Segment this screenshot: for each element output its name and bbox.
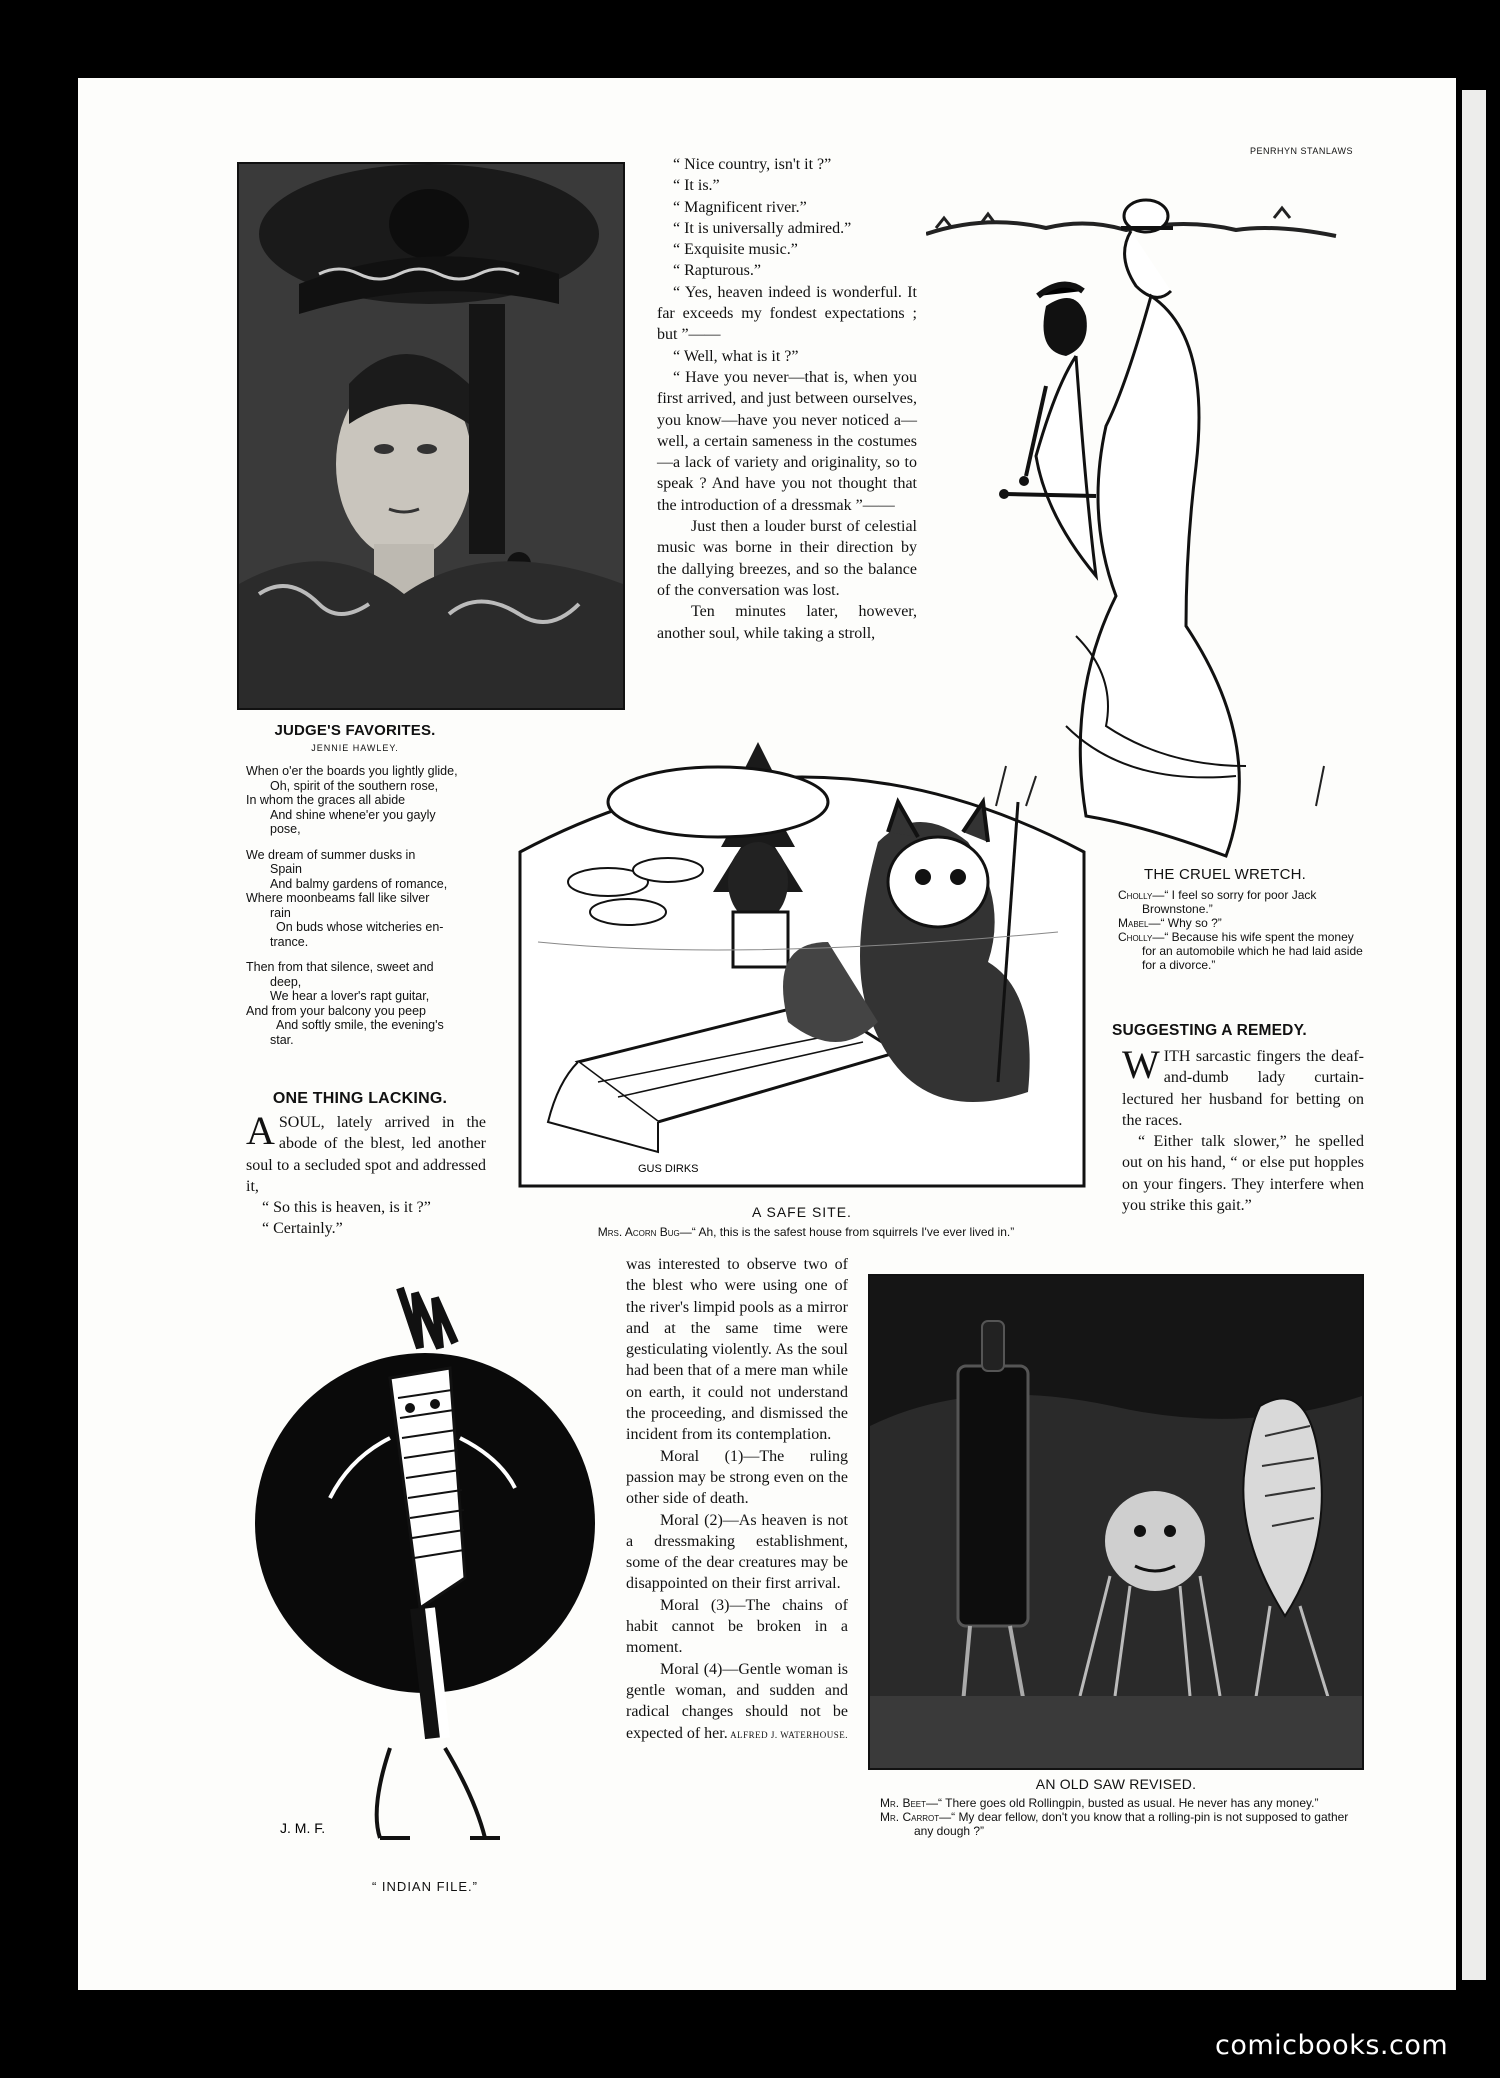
artist-signature: J. M. F. xyxy=(280,1820,326,1836)
old-saw-illustration xyxy=(868,1274,1364,1770)
continuation-column xyxy=(626,1254,848,1746)
speaker-name: Mabel xyxy=(1118,916,1149,930)
remedy-title: SUGGESTING A REMEDY. xyxy=(1112,1022,1307,1039)
speaker-name: Mr. Carrot xyxy=(880,1810,940,1824)
poem-body xyxy=(246,764,486,1058)
moral-paragraph: Moral (3)—The chains of habit cannot be broken in a moment. xyxy=(626,1596,848,1657)
poem-line: Then from that silence, sweet and xyxy=(246,960,434,974)
caption-quote: —“ Ah, this is the safest house from squirrels I've ever lived in.” xyxy=(679,1225,1015,1239)
poem-line: Where moonbeams fall like silver xyxy=(246,891,430,905)
dialogue-line: “ Rapturous.” xyxy=(673,262,761,280)
page-gutter xyxy=(1462,90,1486,1980)
poem-line: On buds whose witcheries en- xyxy=(276,920,444,934)
poem-subtitle: JENNIE HAWLEY. xyxy=(311,743,399,753)
artist-signature: PENRHYN STANLAWS xyxy=(1250,146,1354,156)
poem-line: And balmy gardens of romance, xyxy=(270,876,448,891)
moral-paragraph: Moral (4)—Gentle woman is gentle woman, and sudden and radical changes should not be expected of her. xyxy=(626,1660,848,1742)
moral-paragraph: Moral (2)—As heaven is not a dressmaking establishment, some of the dear creatures may be disappointed on their first arrival. xyxy=(626,1511,848,1593)
caption-quote: —“ My dear fellow, don't you know that a rolling-pin is not supposed to gather any dough ?” xyxy=(914,1810,1349,1838)
old-saw-title: AN OLD SAW REVISED. xyxy=(1035,1776,1197,1792)
poem-line: And shine whene'er you gayly xyxy=(270,807,436,822)
dialogue-paragraph: “ Yes, heaven indeed is wonderful. It far exceeds my fondest expectations ; but ”—— xyxy=(657,283,917,344)
poem-line: pose, xyxy=(270,822,301,836)
poem-line: We hear a lover's rapt guitar, xyxy=(270,989,430,1003)
caption-quote: —“ I feel so sorry for poor Jack Brownstone.” xyxy=(1142,888,1317,916)
poem-line: Spain xyxy=(270,862,302,876)
author-signature: ALFRED J. WATERHOUSE. xyxy=(730,1729,848,1740)
poem-line: deep, xyxy=(270,974,302,989)
poem-line: In whom the graces all abide xyxy=(246,793,406,807)
indian-file-caption: “ INDIAN FILE.” xyxy=(371,1879,478,1894)
dialogue-column xyxy=(657,154,917,644)
portrait-photo xyxy=(237,162,625,710)
poem-line: When o'er the boards you lightly glide, xyxy=(246,764,458,778)
safe-site-title: A SAFE SITE. xyxy=(752,1204,852,1220)
dialogue-line: “ Exquisite music.” xyxy=(673,241,798,259)
dialogue-paragraph: “ Have you never—that is, when you first arrived, and just between ourselves, you know—have you never noticed a—well, a certain sameness in the costumes—a lack of variety and originality, so to speak ? And have you not thought that the introduction of a dressmak ”—— xyxy=(657,368,917,514)
dialogue-line: “ It is.” xyxy=(673,177,720,195)
safe-site-caption xyxy=(486,1225,1126,1239)
speaker-name: Cholly xyxy=(1118,930,1153,944)
story-intro xyxy=(246,1108,486,1240)
remedy-paragraph: “ Either talk slower,” he spelled out on his hand, “ or else put hopples on your fingers. They interfere when you strike this gait.” xyxy=(1122,1133,1364,1215)
story-paragraph: was interested to observe two of the blest who were using one of the river's limpid pools as a mirror and at the same time were gesticulating violently. As the soul had been that of a mere man while on earth, it could not understand the proceeding, and dismissed the incident from its contemplation. xyxy=(626,1256,848,1444)
poem-line: trance. xyxy=(270,934,309,949)
poem-line: star. xyxy=(270,1032,294,1047)
artist-signature: GUS DIRKS xyxy=(638,1163,699,1175)
old-saw-caption xyxy=(880,1796,1370,1838)
story-title: ONE THING LACKING. xyxy=(272,1090,448,1107)
story-line: “ Certainly.” xyxy=(262,1220,343,1238)
story-text: SOUL, lately arrived in the abode of the blest, led another soul to a secluded spot and addressed it, xyxy=(246,1114,486,1195)
indian-file-illustration xyxy=(240,1278,610,1854)
dialogue-paragraph: “ Well, what is it ?” xyxy=(673,347,799,365)
poem-title: JUDGE'S FAVORITES. xyxy=(274,722,436,739)
dialogue-paragraph: Ten minutes later, however, another soul, while taking a stroll, xyxy=(657,603,917,642)
dialogue-line: “ It is universally admired.” xyxy=(673,219,852,237)
caption-quote: —“ Because his wife spent the money for an automobile which he had laid aside for a divorce.” xyxy=(1142,930,1363,972)
caption-quote: —“ Why so ?” xyxy=(1148,916,1222,930)
poem-line: And from your balcony you peep xyxy=(246,1003,426,1018)
dialogue-line: “ Nice country, isn't it ?” xyxy=(673,156,832,173)
poem-line: rain xyxy=(270,905,291,920)
poem-line: Oh, spirit of the southern rose, xyxy=(270,778,439,793)
drop-cap: W xyxy=(1122,1042,1160,1087)
speaker-name: Cholly xyxy=(1118,888,1153,902)
dialogue-paragraph: Just then a louder burst of celestial music was borne in their direction by the dallying breezes, and so the balance of the conversation was lost. xyxy=(657,518,917,599)
dialogue-line: “ Magnificent river.” xyxy=(673,198,807,216)
speaker-name: Mr. Beet xyxy=(880,1796,927,1810)
poem-line: And softly smile, the evening's xyxy=(276,1018,444,1032)
speaker-name: Mrs. Acorn Bug xyxy=(597,1225,680,1239)
safe-site-illustration xyxy=(518,742,1086,1188)
poem-line: We dream of summer dusks in xyxy=(246,847,416,862)
remedy-text xyxy=(1122,1042,1364,1216)
moral-paragraph: Moral (1)—The ruling passion may be strong even on the other side of death. xyxy=(626,1447,848,1508)
drop-cap: A xyxy=(246,1108,275,1153)
story-line: “ So this is heaven, is it ?” xyxy=(262,1199,431,1217)
caption-quote: —“ There goes old Rollingpin, busted as usual. He never has any money.” xyxy=(926,1796,1319,1810)
remedy-paragraph: ITH sarcastic fingers the deaf-and-dumb lady curtain-lectured her husband for betting on the races. xyxy=(1122,1048,1364,1129)
site-watermark: comicbooks.com xyxy=(1215,2030,1449,2061)
cruel-wretch-title: THE CRUEL WRETCH. xyxy=(1143,866,1306,883)
cruel-wretch-caption xyxy=(1118,888,1364,972)
